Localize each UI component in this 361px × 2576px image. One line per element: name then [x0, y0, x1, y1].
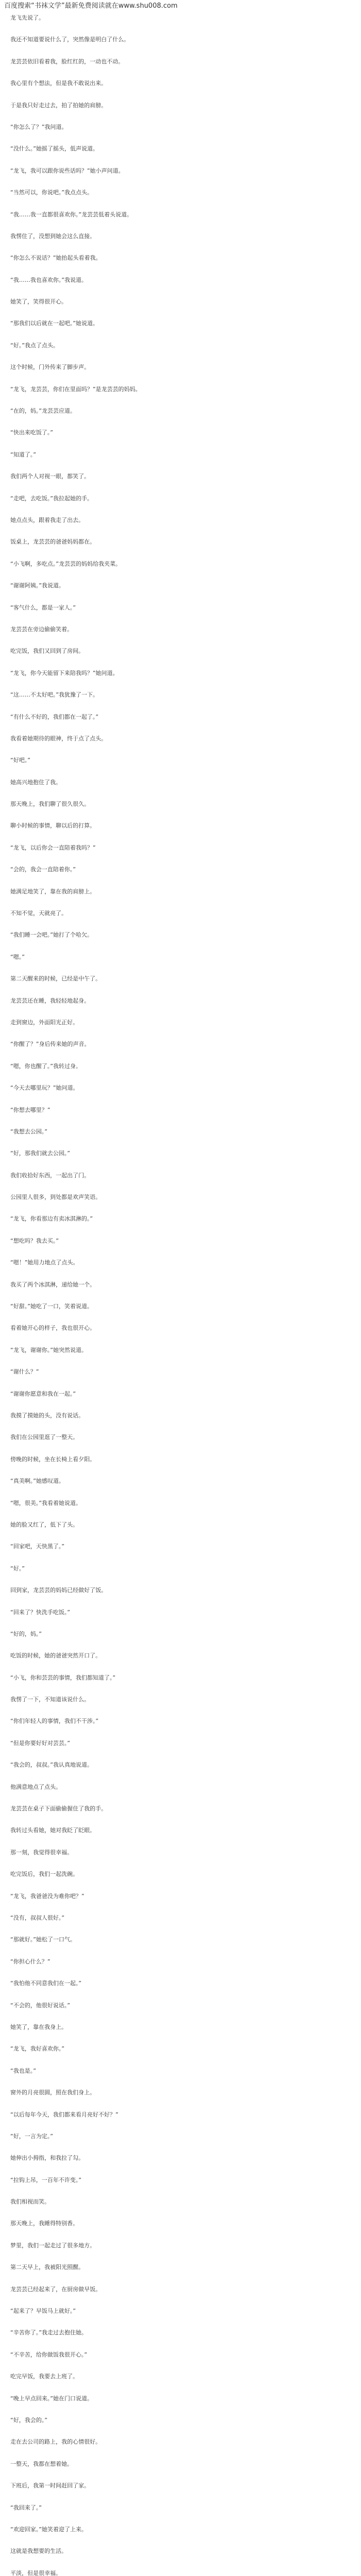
paragraph-text: 公园里人很多，到处都是欢声笑语。	[10, 1194, 101, 1201]
paragraph-text: 窗外的月亮很圆，照在我们身上。	[10, 2089, 95, 2096]
paragraph	[10, 2569, 357, 2576]
paragraph-text: “当然可以，你说吧。”我点点头。	[10, 189, 93, 196]
paragraph-text: 聊小时候的事情，聊以后的打算。	[10, 822, 95, 829]
paragraph	[10, 385, 357, 406]
paragraph-text: 龙飞先说了。	[10, 14, 44, 21]
paragraph	[10, 450, 357, 472]
paragraph	[10, 996, 357, 1018]
paragraph	[10, 2197, 357, 2219]
paragraph-text: 她笑了，靠在我身上。	[10, 2023, 67, 2030]
paragraph-text: “走吧，去吃饭。”我拉起她的手。	[10, 495, 93, 502]
paragraph-text: “今天去哪里玩？”她问道。	[10, 1084, 79, 1092]
paragraph-text: 我们相视而笑。	[10, 2198, 50, 2206]
paragraph	[10, 930, 357, 952]
paragraph-text: 饭桌上，龙芸芸的爸爸妈妈都在。	[10, 538, 95, 546]
paragraph	[10, 1848, 357, 1870]
paragraph	[10, 1346, 357, 1367]
paragraph-text: “拉钩上吊，一百年不许变。”	[10, 2176, 81, 2183]
paragraph	[10, 1826, 357, 1848]
paragraph	[10, 1171, 357, 1193]
paragraph-text: “我们睡一会吧。”她打了个哈欠。	[10, 931, 93, 939]
paragraph	[10, 2481, 357, 2503]
paragraph-text: 我转过头看她，她对我眨了眨眼。	[10, 1827, 95, 1834]
paragraph-text: “谢谢你愿意和我在一起。”	[10, 1390, 76, 1397]
paragraph-text: “我……我一直都很喜欢你。”龙芸芸低着头说道。	[10, 211, 133, 218]
paragraph	[10, 166, 357, 188]
paragraph-text: 她点点头，跟着我走了出去。	[10, 516, 84, 523]
paragraph-text: 那天晚上，我们聊了很久很久。	[10, 801, 90, 808]
paragraph-text: “不辛苦，给你做饭我很开心。”	[10, 2351, 87, 2358]
paragraph	[10, 2219, 357, 2241]
paragraph-text: “起来了？早饭马上就好。”	[10, 2308, 76, 2315]
paragraph	[10, 1520, 357, 1542]
paragraph	[10, 800, 357, 821]
paragraph-text: “谢谢阿姨。”我说道。	[10, 582, 64, 589]
paragraph	[10, 2132, 357, 2154]
paragraph	[10, 2176, 357, 2197]
paragraph-text: 傍晚的时候，坐在长椅上看夕阳。	[10, 1455, 95, 1463]
paragraph-text: “想吃吗？我去买。”	[10, 1237, 59, 1244]
paragraph-text: “回来了？快洗手吃饭。”	[10, 1608, 70, 1616]
paragraph-text: “谢什么？”	[10, 1368, 39, 1376]
paragraph-text: 走到窗边，外面阳光正好。	[10, 1019, 78, 1026]
paragraph-text: 第二天早上，我被阳光照醒。	[10, 2264, 84, 2271]
paragraph	[10, 1062, 357, 1083]
paragraph	[10, 2503, 357, 2525]
paragraph	[10, 253, 357, 275]
paragraph	[10, 647, 357, 668]
paragraph-text: “小飞，你和芸芸的事情，我们都知道了。”	[10, 1674, 116, 1681]
paragraph	[10, 1739, 357, 1760]
paragraph-text: 他满意地点了点头。	[10, 1783, 61, 1790]
paragraph	[10, 57, 357, 79]
paragraph	[10, 144, 357, 166]
paragraph-text: “龙飞，我好喜欢你。”	[10, 2045, 64, 2053]
paragraph	[10, 1630, 357, 1651]
paragraph-text: 我们收拾好东西，一起出了门。	[10, 1172, 90, 1179]
paragraph-text: 我心里有个想法，但是我不敢说出来。	[10, 80, 107, 87]
paragraph	[10, 690, 357, 712]
paragraph	[10, 79, 357, 100]
paragraph	[10, 909, 357, 930]
paragraph	[10, 953, 357, 974]
paragraph	[10, 1608, 357, 1630]
paragraph	[10, 123, 357, 144]
paragraph-text: “嗯，很美。”我看着她说道。	[10, 1499, 81, 1506]
paragraph	[10, 603, 357, 625]
paragraph-text: 吃完早饭，我要去上班了。	[10, 2373, 78, 2380]
paragraph	[10, 2394, 357, 2416]
paragraph-text: “好，那我们就去公园。”	[10, 1150, 70, 1157]
paragraph	[10, 341, 357, 363]
paragraph	[10, 188, 357, 210]
paragraph	[10, 1040, 357, 1061]
paragraph	[10, 1783, 357, 1804]
paragraph-text: “那就好。”她松了一口气。	[10, 1936, 76, 1943]
paragraph	[10, 1870, 357, 1891]
paragraph-text: “我会的，叔叔。”我认真地说道。	[10, 1761, 93, 1769]
paragraph-text: 一整天，我都在想着她。	[10, 2460, 73, 2467]
paragraph	[10, 2460, 357, 2481]
paragraph-text: 那一刻，我觉得很幸福。	[10, 1849, 73, 1856]
paragraph-text: “好吧。”	[10, 757, 30, 764]
paragraph	[10, 778, 357, 800]
paragraph	[10, 516, 357, 537]
paragraph	[10, 1149, 357, 1171]
paragraph-text: “龙飞，龙芸芸，你们在里面吗？”是龙芸芸的妈妈。	[10, 385, 141, 393]
paragraph	[10, 843, 357, 865]
chapter-text	[10, 13, 357, 2576]
paragraph-text: 不知不觉，天就亮了。	[10, 910, 67, 917]
paragraph-text: 吃完饭后，我们一起洗碗。	[10, 1871, 78, 1878]
site-header-line[interactable]: 百度搜索“书袜文学”最新免费阅读就在www.shu008.com	[4, 2, 178, 10]
paragraph-text: “你醒了？”身后传来她的声音。	[10, 1041, 90, 1048]
paragraph	[10, 2066, 357, 2088]
paragraph-text: “没有，叔叔人很好。”	[10, 1914, 64, 1921]
paragraph-text: “龙飞，以后你会一直陪着我吗？”	[10, 844, 96, 851]
paragraph-text: 我们两个人对视一眼，都笑了。	[10, 473, 90, 480]
paragraph-text: “你们年轻人的事情，我们不干涉。”	[10, 1718, 99, 1725]
paragraph-text: “欢迎回家。”她笑着迎了上来。	[10, 2526, 87, 2533]
paragraph	[10, 428, 357, 450]
paragraph	[10, 1804, 357, 1826]
paragraph	[10, 1957, 357, 1979]
paragraph-text: “好的，妈。”	[10, 1630, 42, 1637]
paragraph-text: 我们在公园里逛了一整天。	[10, 1434, 78, 1441]
paragraph-text: “但是你要好好对芸芸。”	[10, 1739, 70, 1747]
paragraph-text: “有什么不好的，我们都在一起了。”	[10, 713, 99, 720]
paragraph-text: “你想去哪里？”	[10, 1106, 51, 1113]
paragraph-text: “你怎么不说话？”她抬起头看着我。	[10, 255, 102, 262]
paragraph	[10, 2328, 357, 2350]
paragraph	[10, 472, 357, 494]
paragraph	[10, 1892, 357, 1913]
paragraph	[10, 2001, 357, 2023]
paragraph	[10, 1302, 357, 1324]
paragraph	[10, 35, 357, 57]
paragraph-text: 这个时候，门外传来了脚步声。	[10, 364, 90, 371]
paragraph-text: 吃完饭，我们又回到了房间。	[10, 648, 84, 655]
paragraph	[10, 1018, 357, 1040]
paragraph	[10, 494, 357, 516]
paragraph	[10, 821, 357, 843]
paragraph-text: “辛苦你了。”我走过去抱住她。	[10, 2329, 87, 2336]
paragraph-text: “嗯！”她用力地点了点头。	[10, 1259, 79, 1266]
paragraph	[10, 1214, 357, 1236]
paragraph-text: “快出来吃饭了。”	[10, 429, 53, 436]
paragraph-text: “我也是。”	[10, 2067, 36, 2074]
paragraph	[10, 1083, 357, 1105]
paragraph-text: 龙芸芸已经起来了，在厨房做早饭。	[10, 2285, 101, 2293]
paragraph	[10, 625, 357, 647]
paragraph-text: “好，我会的。”	[10, 2416, 47, 2424]
paragraph-text: 第二天醒来的时候，已经是中午了。	[10, 975, 101, 982]
paragraph	[10, 1433, 357, 1454]
paragraph	[10, 1258, 357, 1280]
paragraph-text: “客气什么，都是一家人。”	[10, 604, 76, 611]
paragraph-text: 我还不知道要说什么了，突然像是明白了什么。	[10, 36, 129, 43]
paragraph-text: 吃饭的时候，她的爸爸突然开口了。	[10, 1652, 101, 1659]
paragraph	[10, 2023, 357, 2044]
paragraph-text: 看着她开心的样子，我也很开心。	[10, 1325, 95, 1332]
paragraph	[10, 2372, 357, 2394]
paragraph-text: “小飞啊，多吃点。”龙芸芸的妈妈给我夹菜。	[10, 560, 121, 567]
paragraph	[10, 560, 357, 581]
paragraph	[10, 1127, 357, 1149]
paragraph-text: “以后每年今天，我们都来看月亮好不好？”	[10, 2111, 119, 2118]
paragraph	[10, 1542, 357, 1564]
paragraph-text: 龙芸芸依旧看着我，脸红红的，一动也不动。	[10, 58, 124, 65]
paragraph	[10, 2285, 357, 2307]
paragraph-text: 龙芸芸还在睡，我轻轻地起身。	[10, 997, 90, 1004]
paragraph-text: 那天晚上，我睡得特别香。	[10, 2220, 78, 2227]
paragraph-text: 平淡，但是很幸福。	[10, 2569, 61, 2576]
paragraph-text: “你担心什么？”	[10, 1958, 51, 1965]
paragraph-text: “我……我也喜欢你。”我说道。	[10, 276, 87, 283]
paragraph	[10, 1455, 357, 1477]
paragraph	[10, 1673, 357, 1695]
paragraph	[10, 1236, 357, 1258]
paragraph-text: 走在去公司的路上，我的心情很好。	[10, 2438, 101, 2446]
paragraph	[10, 363, 357, 384]
paragraph	[10, 581, 357, 603]
paragraph	[10, 2547, 357, 2568]
paragraph	[10, 276, 357, 297]
paragraph	[10, 2263, 357, 2284]
paragraph	[10, 406, 357, 428]
paragraph	[10, 1324, 357, 1345]
paragraph	[10, 2525, 357, 2547]
paragraph-text: “这……不太好吧。”我犹豫了一下。	[10, 691, 99, 699]
paragraph-text: “回家吧，天快黑了。”	[10, 1543, 64, 1550]
paragraph	[10, 319, 357, 341]
paragraph-text: “我怕他不同意我们在一起。”	[10, 1980, 81, 1987]
paragraph	[10, 2241, 357, 2263]
paragraph-text: 龙芸芸在桌子下面偷偷握住了我的手。	[10, 1805, 107, 1812]
paragraph-text: “会的，我会一直陪着你。”	[10, 866, 76, 873]
paragraph	[10, 865, 357, 887]
paragraph-text: 回到家，龙芸芸的妈妈已经做好了饭。	[10, 1587, 107, 1594]
paragraph-text: 她满足地笑了，靠在我的肩膀上。	[10, 888, 95, 895]
paragraph-text: “龙飞，你今天能留下来陪我吗？”她问道。	[10, 669, 119, 676]
paragraph-text: “好。”我点了点头。	[10, 342, 59, 349]
paragraph	[10, 2416, 357, 2437]
paragraph	[10, 2437, 357, 2459]
paragraph-text: 于是我只好走过去，拍了拍她的肩膀。	[10, 101, 107, 109]
paragraph	[10, 1717, 357, 1738]
paragraph	[10, 669, 357, 690]
paragraph	[10, 1913, 357, 1935]
paragraph	[10, 1389, 357, 1411]
paragraph	[10, 232, 357, 253]
paragraph-text: “好，一言为定。”	[10, 2132, 53, 2140]
paragraph	[10, 1367, 357, 1389]
paragraph-text: 我摸了摸她的头，没有说话。	[10, 1412, 84, 1419]
paragraph-text: 她的脸又红了，低下了头。	[10, 1521, 78, 1528]
paragraph	[10, 2307, 357, 2328]
paragraph	[10, 1193, 357, 1214]
paragraph	[10, 13, 357, 35]
paragraph-text: 龙芸芸在旁边偷偷笑着。	[10, 625, 73, 633]
paragraph	[10, 101, 357, 123]
paragraph	[10, 2088, 357, 2110]
paragraph-text: 她高兴地抱住了我。	[10, 778, 61, 786]
paragraph-text: 这就是我想要的生活。	[10, 2548, 67, 2555]
paragraph-text: “不会的，他很好说话。”	[10, 2002, 70, 2009]
paragraph	[10, 1760, 357, 1782]
paragraph	[10, 1935, 357, 1957]
paragraph-text: “龙飞，我爸爸没为难你吧？”	[10, 1892, 85, 1900]
paragraph	[10, 1106, 357, 1127]
paragraph	[10, 1979, 357, 2001]
paragraph	[10, 734, 357, 756]
paragraph	[10, 1651, 357, 1673]
paragraph-text: 梦里，我们一起走过了很多地方。	[10, 2242, 95, 2249]
paragraph	[10, 1695, 357, 1717]
paragraph	[10, 1586, 357, 1607]
paragraph-text: “真美啊。”她感叹道。	[10, 1478, 64, 1485]
paragraph-text: 我买了两个冰淇淋，递给她一个。	[10, 1281, 95, 1288]
paragraph	[10, 2154, 357, 2175]
paragraph	[10, 1411, 357, 1433]
paragraph-text: 我看着她期待的眼神，终于点了点头。	[10, 735, 107, 742]
paragraph	[10, 1564, 357, 1586]
paragraph	[10, 1499, 357, 1520]
paragraph	[10, 887, 357, 909]
paragraph-text: “在的，妈。”龙芸芸应道。	[10, 408, 76, 415]
paragraph-text: 她笑了，笑得很开心。	[10, 298, 67, 306]
paragraph-text: 她伸出小拇指，和我拉了勾。	[10, 2155, 84, 2162]
paragraph-text: “我想去公园。”	[10, 1128, 47, 1135]
paragraph	[10, 756, 357, 777]
paragraph	[10, 2350, 357, 2372]
paragraph-text: “龙飞，谢谢你。”她突然说道。	[10, 1346, 87, 1353]
paragraph-text: “那我们以后就在一起吧。”她说道。	[10, 320, 99, 327]
paragraph-text: 我愣了一下，不知道该说什么。	[10, 1696, 90, 1703]
paragraph-text: “好。”	[10, 1565, 25, 1572]
paragraph	[10, 2044, 357, 2066]
paragraph-text: “龙飞，我可以跟你说些话吗？”她小声问道。	[10, 167, 124, 174]
paragraph	[10, 2110, 357, 2132]
paragraph-text: “龙飞，你看那边有卖冰淇淋的。”	[10, 1215, 93, 1223]
paragraph	[10, 1477, 357, 1498]
paragraph-text: “知道了。”	[10, 451, 36, 458]
paragraph	[10, 1280, 357, 1302]
paragraph-text: “好甜。”她吃了一口，笑着说道。	[10, 1303, 93, 1310]
paragraph-text: 下班后，我第一时间赶回了家。	[10, 2482, 90, 2489]
paragraph	[10, 713, 357, 734]
paragraph-text: “嗯。”	[10, 953, 25, 960]
paragraph-text: “没什么。”她摇了摇头，低声说道。	[10, 145, 99, 152]
paragraph-text: “你怎么了？”我问道。	[10, 123, 68, 130]
paragraph	[10, 210, 357, 232]
paragraph-text: “嗯，你也醒了。”我转过身。	[10, 1062, 81, 1070]
paragraph-text: “晚上早点回来。”她在门口说道。	[10, 2395, 93, 2402]
paragraph	[10, 974, 357, 996]
paragraph	[10, 537, 357, 559]
paragraph-text: 我愣住了，没想到她会这么直接。	[10, 232, 95, 240]
paragraph-text: “我回来了。”	[10, 2504, 42, 2511]
paragraph	[10, 297, 357, 319]
